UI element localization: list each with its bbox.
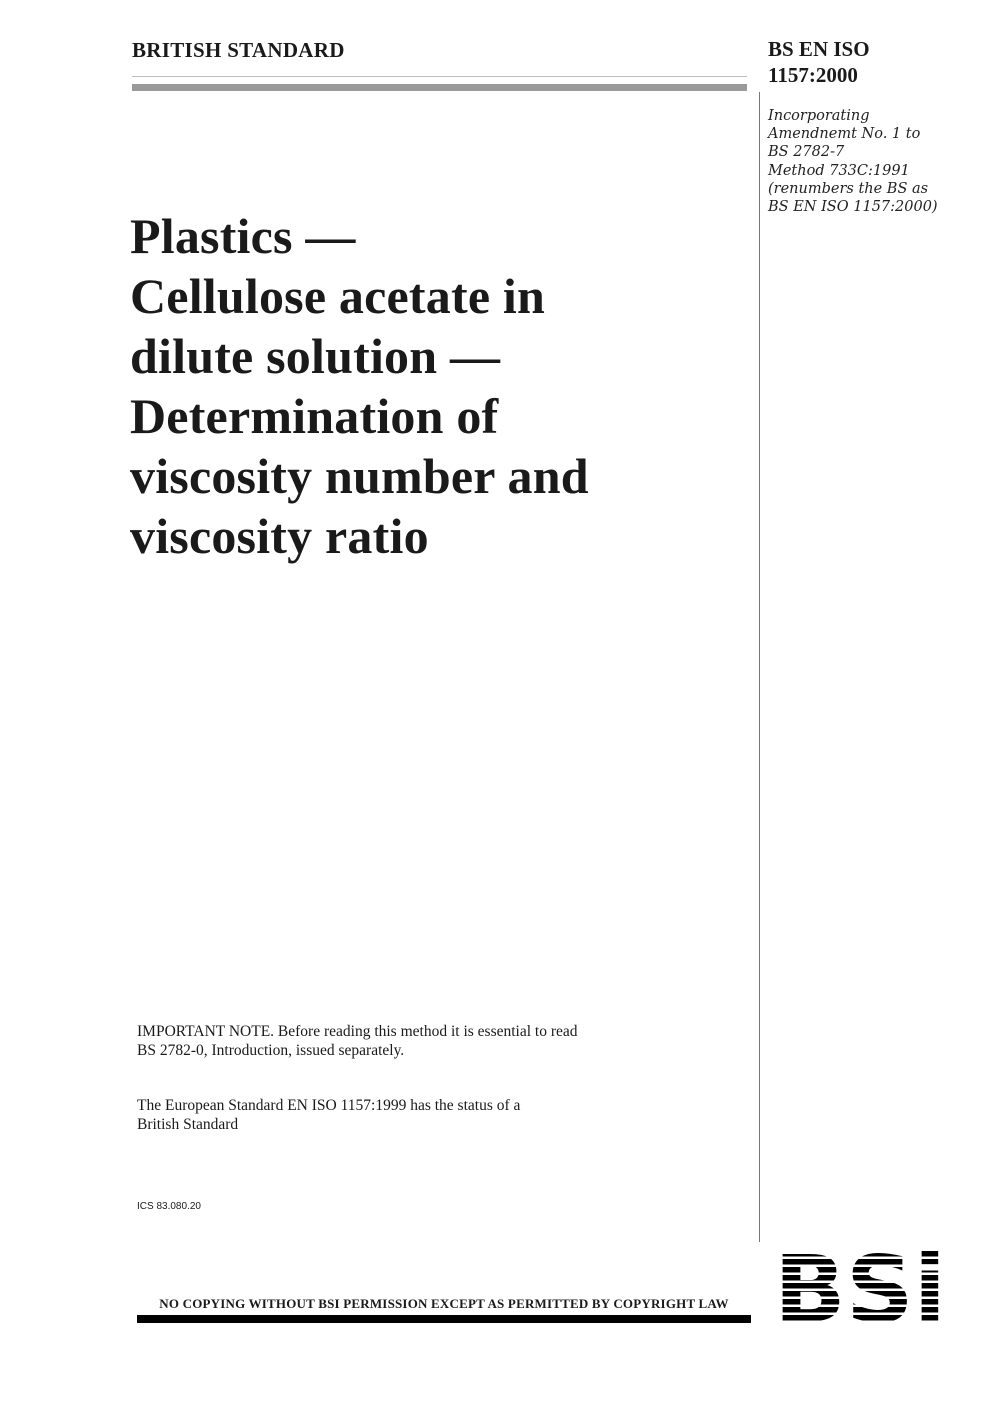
column-divider [759,92,760,1242]
footer-rule [137,1315,751,1323]
standard-number-line-1: BS EN ISO [768,37,870,61]
standard-number [768,36,870,88]
header-rule [132,84,747,91]
amendment-line: BS EN ISO 1157:2000) [768,199,938,216]
important-note-line-2: BS 2782-0, Introduction, issued separately. [137,1042,405,1059]
status-note-line-2: British Standard [137,1116,239,1133]
amendment-note [768,107,938,216]
copyright-notice: NO COPYING WITHOUT BSI PERMISSION EXCEPT AS PERMITTED BY COPYRIGHT LAW [159,1296,729,1311]
amendment-line: BS 2782-7 [768,144,845,161]
standard-number-line-2: 1157:2000 [768,63,858,87]
header-thin-rule [132,76,747,77]
important-note [137,1022,657,1060]
bsi-logo [772,1243,950,1325]
amendment-line: Method 733C:1991 [768,162,910,179]
title-line: dilute solution — [130,328,501,384]
important-note-line-1: IMPORTANT NOTE. Before reading this method it is essential to read [137,1023,578,1040]
title-line: viscosity ratio [130,508,429,564]
amendment-line: Incorporating [768,108,870,124]
status-note-line-1: The European Standard EN ISO 1157:1999 has the status of a [137,1097,521,1114]
title-line: Plastics — [130,208,356,264]
title-line: Cellulose acetate in [130,268,546,324]
amendment-line: Amendnemt No. 1 to [768,126,921,143]
status-note [137,1096,657,1134]
ics-code: ICS 83.080.20 [137,1201,201,1212]
title-line: Determination of [130,388,499,444]
document-title [130,206,750,566]
title-line: viscosity number and [130,448,589,504]
amendment-line: (renumbers the BS as [768,180,929,197]
document-class-label: BRITISH STANDARD [132,38,345,62]
